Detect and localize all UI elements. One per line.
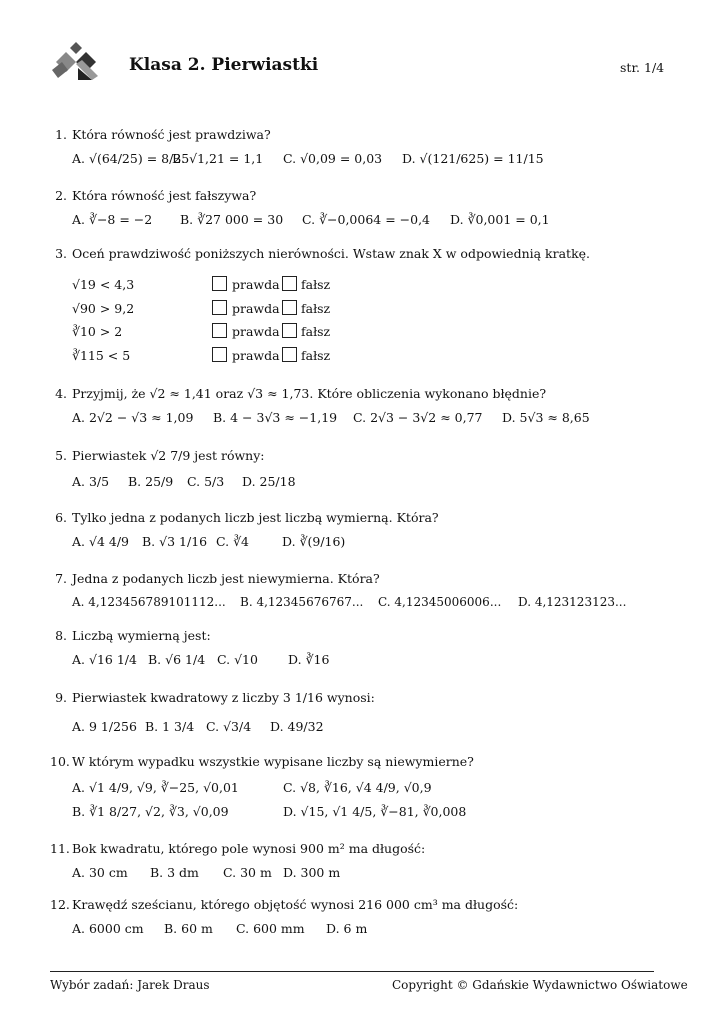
answer-12c: C. 600 mm bbox=[236, 921, 305, 936]
false-label: fałsz bbox=[301, 277, 331, 292]
answer-9d: D. 49/32 bbox=[270, 719, 324, 734]
true-checkbox-4[interactable] bbox=[212, 347, 227, 362]
answer-11d: D. 300 m bbox=[283, 865, 341, 880]
answer-12b: B. 60 m bbox=[164, 921, 213, 936]
false-checkbox-3[interactable] bbox=[282, 323, 297, 338]
answer-1b: B. √1,21 = 1,1 bbox=[172, 151, 264, 166]
question-number: 3. bbox=[55, 246, 67, 261]
true-label: prawda bbox=[232, 324, 280, 339]
question-number: 10. bbox=[50, 754, 70, 769]
true-label: prawda bbox=[232, 348, 280, 363]
question-text: Która równość jest prawdziwa? bbox=[72, 127, 271, 142]
question-number: 8. bbox=[55, 628, 67, 643]
answer-5d: D. 25/18 bbox=[242, 474, 296, 489]
answer-6c: C. ∛4 bbox=[216, 534, 249, 549]
answer-6b: B. √3 1/16 bbox=[142, 534, 208, 549]
answer-10c: C. √8, ∛16, √4 4/9, √0,9 bbox=[283, 780, 432, 795]
answer-7b: B. 4,12345676767... bbox=[240, 595, 364, 609]
question-text: Jedna z podanych liczb jest niewymierna. Która? bbox=[72, 571, 380, 586]
answer-1a: A. √(64/25) = 8/25 bbox=[72, 151, 190, 166]
true-checkbox-1[interactable] bbox=[212, 276, 227, 291]
inequality-4: ∛115 < 5 bbox=[72, 348, 131, 363]
question-number: 6. bbox=[55, 510, 67, 525]
answer-2d: D. ∛0,001 = 0,1 bbox=[450, 212, 550, 227]
answer-7c: C. 4,12345006006... bbox=[378, 595, 502, 609]
answer-7d: D. 4,123123123... bbox=[518, 595, 627, 609]
question-text: Krawędź sześcianu, którego objętość wynosi 216 000 cm³ ma długość: bbox=[72, 897, 519, 912]
answer-11c: C. 30 m bbox=[223, 865, 272, 880]
answer-8c: C. √10 bbox=[217, 652, 258, 667]
answer-1d: D. √(121/625) = 11/15 bbox=[402, 151, 544, 166]
answer-4b: B. 4 − 3√3 ≈ −1,19 bbox=[213, 410, 338, 425]
answer-6a: A. √4 4/9 bbox=[72, 534, 129, 549]
answer-1c: C. √0,09 = 0,03 bbox=[283, 151, 383, 166]
answer-9c: C. √3/4 bbox=[206, 719, 252, 734]
inequality-1: √19 < 4,3 bbox=[72, 277, 135, 292]
question-text: Tylko jedna z podanych liczb jest liczbą wymierną. Która? bbox=[72, 510, 439, 525]
false-label: fałsz bbox=[301, 324, 331, 339]
question-text: W którym wypadku wszystkie wypisane liczby są niewymierne? bbox=[72, 754, 474, 769]
answer-8a: A. √16 1/4 bbox=[72, 652, 137, 667]
answer-2b: B. ∛27 000 = 30 bbox=[180, 212, 284, 227]
question-number: 1. bbox=[55, 127, 67, 142]
answer-12d: D. 6 m bbox=[326, 921, 368, 936]
answer-4d: D. 5√3 ≈ 8,65 bbox=[502, 410, 590, 425]
question-text: Bok kwadratu, którego pole wynosi 900 m² ma długość: bbox=[72, 841, 426, 856]
question-number: 4. bbox=[55, 386, 67, 401]
answer-7a: A. 4,123456789101112... bbox=[72, 595, 226, 609]
answer-2c: C. ∛−0,0064 = −0,4 bbox=[302, 212, 431, 227]
answer-10a: A. √1 4/9, √9, ∛−25, √0,01 bbox=[72, 780, 239, 795]
question-text: Oceń prawdziwość poniższych nierówności. Wstaw znak X w odpowiednią kratkę. bbox=[72, 246, 591, 261]
question-text: Przyjmij, że √2 ≈ 1,41 oraz √3 ≈ 1,73. Które obliczenia wykonano błędnie? bbox=[72, 386, 547, 401]
footer-divider bbox=[50, 971, 654, 972]
answer-10b: B. ∛1 8/27, √2, ∛3, √0,09 bbox=[72, 804, 229, 819]
question-text: Która równość jest fałszywa? bbox=[72, 188, 257, 203]
question-text: Liczbą wymierną jest: bbox=[72, 628, 211, 643]
question-number: 5. bbox=[55, 448, 67, 463]
question-number: 9. bbox=[55, 690, 67, 705]
false-checkbox-2[interactable] bbox=[282, 300, 297, 315]
true-checkbox-2[interactable] bbox=[212, 300, 227, 315]
answer-8b: B. √6 1/4 bbox=[148, 652, 206, 667]
question-text: Pierwiastek √2 7/9 jest równy: bbox=[72, 448, 265, 463]
inequality-2: √90 > 9,2 bbox=[72, 301, 135, 316]
true-checkbox-3[interactable] bbox=[212, 323, 227, 338]
false-checkbox-4[interactable] bbox=[282, 347, 297, 362]
publisher-logo bbox=[52, 40, 100, 82]
footer-author: Wybór zadań: Jarek Draus bbox=[50, 978, 210, 992]
answer-12a: A. 6000 cm bbox=[72, 921, 144, 936]
answer-5b: B. 25/9 bbox=[128, 474, 174, 489]
true-label: prawda bbox=[232, 277, 280, 292]
false-label: fałsz bbox=[301, 348, 331, 363]
page-number: str. 1/4 bbox=[620, 60, 665, 75]
false-label: fałsz bbox=[301, 301, 331, 316]
footer-copyright: Copyright © Gdańskie Wydawnictwo Oświatowe bbox=[392, 978, 688, 992]
answer-2a: A. ∛−8 = −2 bbox=[72, 212, 153, 227]
inequality-3: ∛10 > 2 bbox=[72, 324, 123, 339]
answer-8d: D. ∛16 bbox=[288, 652, 330, 667]
answer-5a: A. 3/5 bbox=[72, 474, 110, 489]
page-title: Klasa 2. Pierwiastki bbox=[129, 55, 319, 75]
question-number: 7. bbox=[55, 571, 67, 586]
answer-4a: A. 2√2 − √3 ≈ 1,09 bbox=[72, 410, 194, 425]
answer-9b: B. 1 3/4 bbox=[145, 719, 195, 734]
question-text: Pierwiastek kwadratowy z liczby 3 1/16 wynosi: bbox=[72, 690, 375, 705]
question-number: 11. bbox=[50, 841, 70, 856]
answer-11b: B. 3 dm bbox=[150, 865, 199, 880]
false-checkbox-1[interactable] bbox=[282, 276, 297, 291]
question-number: 2. bbox=[55, 188, 67, 203]
answer-11a: A. 30 cm bbox=[72, 865, 128, 880]
answer-10d: D. √15, √1 4/5, ∛−81, ∛0,008 bbox=[283, 804, 467, 819]
answer-6d: D. ∛(9/16) bbox=[282, 534, 346, 549]
question-number: 12. bbox=[50, 897, 70, 912]
answer-9a: A. 9 1/256 bbox=[72, 719, 137, 734]
true-label: prawda bbox=[232, 301, 280, 316]
answer-5c: C. 5/3 bbox=[187, 474, 225, 489]
answer-4c: C. 2√3 − 3√2 ≈ 0,77 bbox=[353, 410, 483, 425]
